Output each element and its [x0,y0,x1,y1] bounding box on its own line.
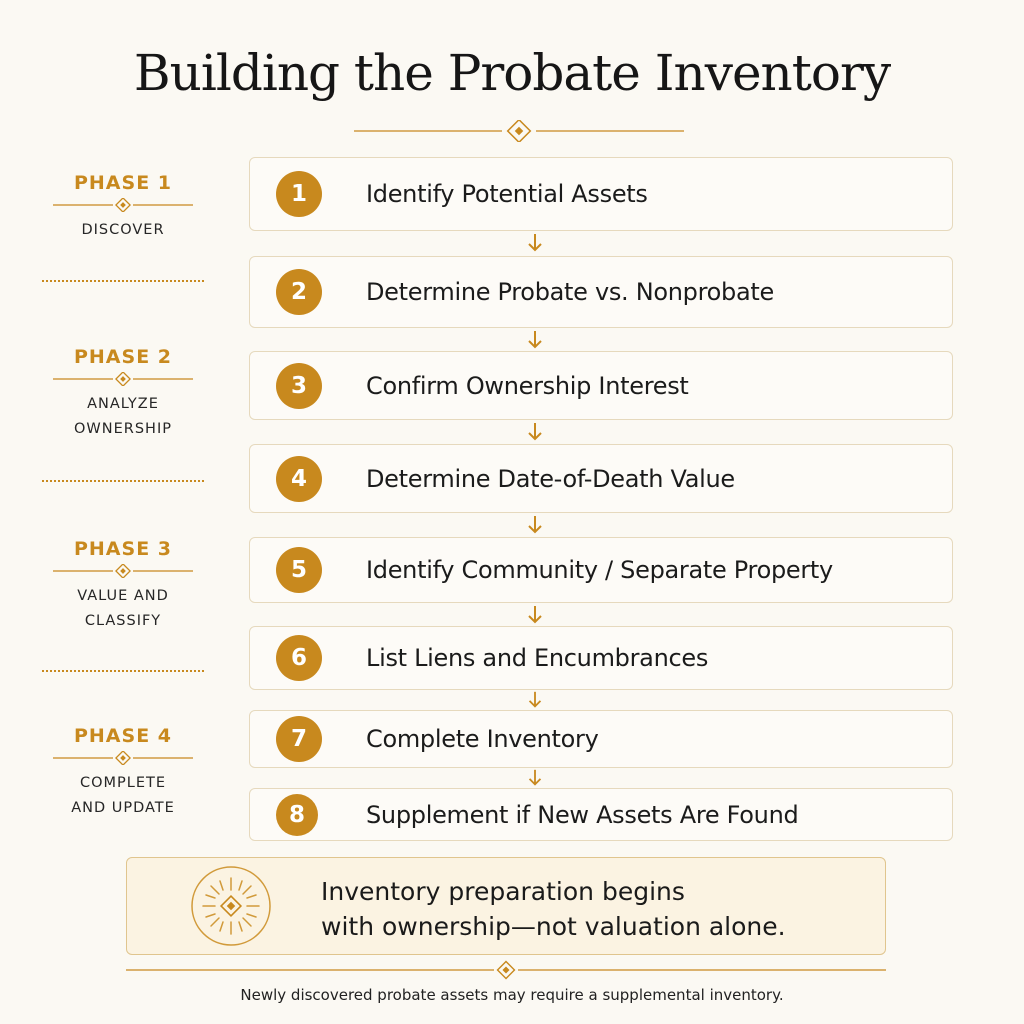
arrow-down-icon [526,514,544,536]
step-label: Identify Potential Assets [366,180,648,208]
step-4 [249,444,953,513]
callout-box [126,857,886,955]
callout-text: Inventory preparation begins with ownership—not valuation alone. [321,877,786,941]
step-number-badge: 7 [276,716,322,762]
arrow-down-icon [526,768,544,788]
footer-divider [126,960,886,980]
step-label: Determine Date-of-Death Value [366,464,735,493]
arrow-down-icon [526,329,544,351]
phase-subtitle: ANALYZE OWNERSHIP [74,396,172,437]
title-divider [354,120,684,142]
step-label: List Liens and Encumbrances [366,644,709,672]
step-label: Supplement if New Assets Are Found [366,800,799,829]
phase-2 [40,346,206,442]
page-title: Building the Probate Inventory [133,44,891,102]
step-number-badge: 3 [276,363,322,409]
phase-separator [42,670,204,672]
phase-label: PHASE 3 [73,538,173,560]
phase-label: PHASE 1 [73,172,173,194]
step-label: Determine Probate vs. Nonprobate [366,278,774,306]
sunburst-diamond-icon [189,864,273,948]
phase-label: PHASE 4 [73,725,173,747]
arrow-down-icon [526,690,544,710]
footer-note: Newly discovered probate assets may require a supplemental inventory. [240,986,784,1004]
phase-3 [40,538,206,634]
arrow-down-icon [526,421,544,443]
arrow-down-icon [526,604,544,626]
step-1 [249,157,953,231]
step-number-badge: 6 [276,635,322,681]
phase-label: PHASE 2 [73,346,173,368]
step-6 [249,626,953,690]
diamond-divider-icon [53,564,193,578]
phase-separator [42,280,204,282]
step-label: Complete Inventory [366,725,599,753]
step-8 [249,788,953,841]
step-7 [249,710,953,768]
diamond-divider-icon [53,751,193,765]
step-label: Confirm Ownership Interest [366,371,689,400]
step-number-badge: 2 [276,269,322,315]
step-3 [249,351,953,420]
diamond-divider-icon [53,372,193,386]
step-5 [249,537,953,603]
phase-separator [42,480,204,482]
step-2 [249,256,953,328]
step-label: Identify Community / Separate Property [366,556,833,584]
phase-subtitle: VALUE AND CLASSIFY [77,588,169,629]
arrow-down-icon [526,232,544,254]
step-number-badge: 4 [276,456,322,502]
phase-1 [40,172,206,243]
step-number-badge: 1 [276,171,322,217]
phase-4 [40,725,206,821]
diamond-divider-icon [53,198,193,212]
phase-subtitle: COMPLETE AND UPDATE [71,775,175,816]
step-number-badge: 5 [276,547,322,593]
phase-subtitle: DISCOVER [81,222,165,238]
step-number-badge: 8 [276,794,318,836]
